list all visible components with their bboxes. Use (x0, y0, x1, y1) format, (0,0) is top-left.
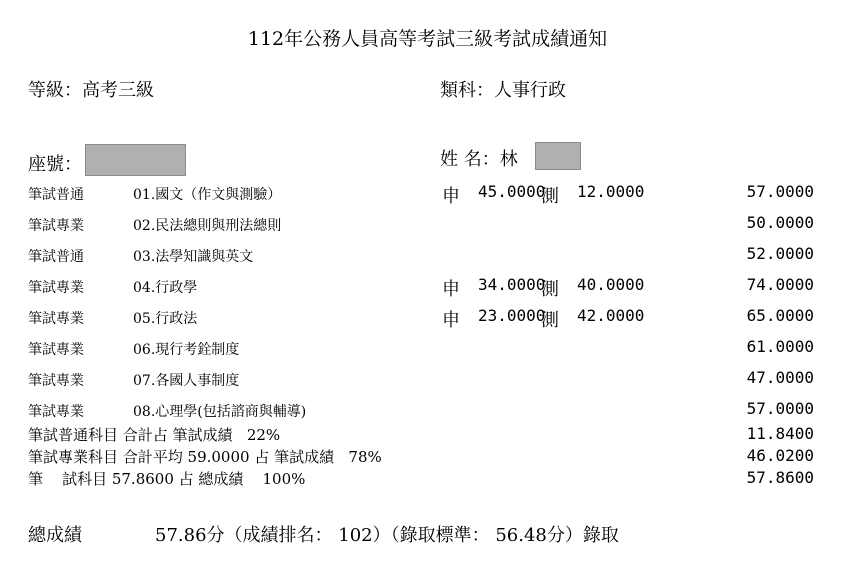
row-subject: 03.法學知識與英文 (133, 249, 254, 265)
summary-score: 11.8400 (746, 424, 814, 443)
grade-field (28, 76, 154, 102)
name-label: 姓 名： (440, 149, 500, 170)
row-type: 筆試專業 (28, 342, 84, 358)
row-type: 筆試專業 (28, 311, 84, 327)
row-subject: 04.行政學 (133, 280, 198, 296)
grade-value: 高考三級 (82, 80, 154, 101)
row-subject: 01.國文（作文與測驗） (133, 187, 282, 203)
row-shen-score: 34.0000 (478, 275, 546, 294)
summary-text: 筆試專業科目 合計平均 59.0000 占 筆試成績 78% (28, 448, 382, 466)
name-redaction (535, 142, 581, 170)
row-ce-label: 測 (541, 186, 559, 207)
row-ce-label: 測 (541, 279, 559, 300)
total-label: 總成績 (28, 525, 82, 546)
name-field (440, 145, 518, 171)
row-shen-score: 45.0000 (478, 182, 546, 201)
row-score: 74.0000 (746, 275, 814, 294)
row-ce-label: 測 (541, 310, 559, 331)
subject-field (440, 76, 566, 102)
grade-label: 等級： (28, 80, 82, 101)
total-text: 57.86分（成績排名： 102）（錄取標準： 56.48分）錄取 (155, 525, 619, 546)
summary-text: 筆 試科目 57.8600 占 總成績 100% (28, 470, 306, 488)
row-type: 筆試普通 (28, 249, 84, 265)
row-score: 57.0000 (746, 399, 814, 418)
row-type: 筆試專業 (28, 404, 84, 420)
row-subject: 06.現行考銓制度 (133, 342, 240, 358)
row-subject: 05.行政法 (133, 311, 198, 327)
row-type: 筆試專業 (28, 218, 84, 234)
row-shen-score: 23.0000 (478, 306, 546, 325)
seat-label: 座號： (28, 154, 82, 175)
row-shen-label: 申 (442, 279, 460, 300)
row-subject: 08.心理學(包括諮商與輔導) (133, 404, 307, 420)
row-type: 筆試專業 (28, 373, 84, 389)
row-subject: 07.各國人事制度 (133, 373, 240, 389)
row-score: 61.0000 (746, 337, 814, 356)
row-subject: 02.民法總則與刑法總則 (133, 218, 282, 234)
subject-value: 人事行政 (494, 80, 566, 101)
row-type: 筆試專業 (28, 280, 84, 296)
row-type: 筆試普通 (28, 187, 84, 203)
seat-redaction (85, 144, 186, 176)
subject-label: 類科： (440, 80, 494, 101)
summary-score: 46.0200 (746, 446, 814, 465)
row-score: 50.0000 (746, 213, 814, 232)
row-score: 52.0000 (746, 244, 814, 263)
page-title: 112年公務人員高等考試三級考試成績通知 (247, 28, 608, 50)
summary-text: 筆試普通科目 合計占 筆試成績 22% (28, 426, 281, 444)
row-ce-score: 42.0000 (577, 306, 645, 325)
row-score: 47.0000 (746, 368, 814, 387)
name-value: 林 (499, 149, 518, 170)
summary-score: 57.8600 (746, 468, 814, 487)
row-score: 65.0000 (746, 306, 814, 325)
row-shen-label: 申 (442, 186, 460, 207)
row-score: 57.0000 (746, 182, 814, 201)
row-shen-label: 申 (442, 310, 460, 331)
row-ce-score: 12.0000 (577, 182, 645, 201)
row-ce-score: 40.0000 (577, 275, 645, 294)
